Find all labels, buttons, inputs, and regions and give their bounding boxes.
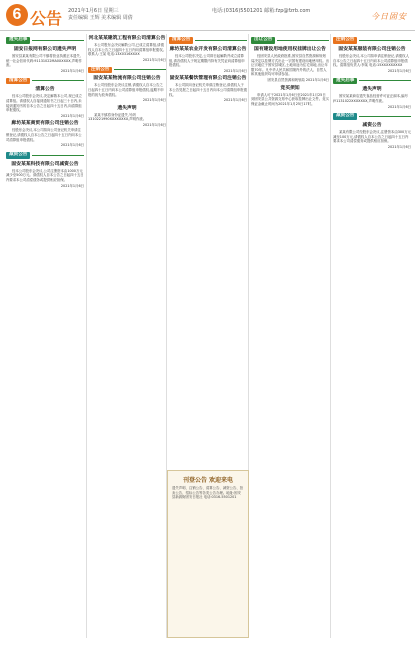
notice-body: 本公司经股东会决议注销,请债权人自本公告之日起四十五日内向本公司清算组申报债权,逾期不申报的视为放弃债权。 (88, 83, 164, 97)
category-rule (32, 155, 84, 156)
notice (6, 87, 84, 118)
notice-title: 固安某某餐饮管理有限公司注销公告 (169, 76, 247, 82)
notice (333, 47, 411, 73)
section-title: 公告 (30, 9, 63, 28)
page-number: 6 (6, 4, 28, 26)
category-header (333, 112, 411, 121)
category-header (169, 36, 247, 45)
category-rule (359, 80, 411, 81)
ad-title: 刊登公告 欢迎来电 (182, 477, 234, 484)
notice-title: 遗失声明 (362, 87, 382, 93)
notice-body: 固安县某某有限公司不慎将营业执照正本遗失,统一社会信用代码:91131022MA0XXXXX,声明作废。 (6, 54, 82, 68)
notice-body: 经股东会决议,本公司拟向公司登记机关申请注销登记,请债权人自本公告之日起四十五日内向本公司清算组申报债权。 (6, 128, 82, 142)
category-rule (32, 40, 84, 41)
notice-body: 某某有限公司经股东会决议,注册资本由300万元减至100万元,请债权人自本公告之日起四十五日内要求本公司清偿债务或提供相应担保。 (333, 130, 411, 144)
category-tag: 清算公告 (169, 37, 193, 44)
notice-title: 减资公告 (362, 123, 382, 129)
notice (169, 76, 247, 102)
issue-date: 2021年1月6日 星期三 (68, 8, 119, 14)
category-tag: 清算公告 (6, 78, 30, 85)
column-5 (333, 34, 411, 638)
notice-body: 申请人可于2021年1月6日至2021年1月25日到固安县公共资源交易中心获取挂牌出让文件。竞买保证金截止时间为2021年1月25日17时。 (251, 92, 329, 106)
notice-date: 2021年1月6日 (142, 122, 166, 127)
category-tag: 注销公告 (333, 37, 357, 44)
notice-body: 经固安县人民政府批准,固安县自然资源和规划局决定以挂牌方式出让一宗国有建设用地使用权。出让宗地位于固安县城区,土地用途为住宅用地,出让年限70年。凡中华人民共和国境内外的法人、自然人和其他组织均可申请参加。 (251, 54, 329, 77)
category-tag: 遗失启事 (6, 37, 30, 44)
category-rule (359, 40, 411, 41)
notice-title: 廊坊某某商贸有限公司注销公告 (11, 121, 79, 127)
issue-meta (68, 8, 133, 22)
notice (88, 106, 166, 128)
notice-body: 经本公司股东会决议,决定解散本公司,现已成立清算组。请债权人自接到通知书之日起三十日内,未接到通知书的自本公告之日起四十五日内,向清算组申报债权。 (6, 94, 82, 113)
notice-date: 2021年1月6日 (142, 57, 166, 62)
category-header (333, 76, 411, 85)
category-tag: 减资公告 (333, 113, 357, 120)
notice (88, 36, 166, 62)
editor-line: 责任编辑 王辉 美术编辑 周倩 (68, 15, 133, 21)
notice-title: 廊坊某某农业开发有限公司清算公告 (169, 47, 247, 52)
column-divider (330, 34, 331, 638)
notice (88, 76, 166, 102)
notice-date: 2021年1月6日 (223, 98, 247, 103)
notice-title: 竞买须知 (280, 85, 300, 91)
notice-title: 清算公告 (35, 87, 55, 93)
category-header (6, 151, 84, 160)
notice-date: 2021年1月6日 (60, 143, 84, 148)
column-1 (6, 34, 84, 638)
notice-date: 2021年1月6日 (387, 144, 411, 149)
category-tag: 注销公告 (88, 67, 112, 74)
column-4 (251, 34, 329, 638)
notice-title: 固安某某服装有限公司注销公告 (338, 47, 406, 52)
category-header (6, 76, 84, 85)
notice-date: 2021年1月6日 (60, 183, 84, 188)
ad-text: 遗失声明、注销公告、清算公告、减资公告、拍卖公告、招标公告等各类公告办理。地址:固安县新源街固安日报社 电话:0316-5501201 (172, 486, 244, 500)
notice (6, 47, 84, 73)
notice (6, 162, 84, 188)
notice-title: 遗失声明 (117, 105, 137, 111)
contact-line: 电话:(0316)5501201 邮箱:fzp@fzrb.com (212, 8, 311, 14)
category-header (6, 36, 84, 45)
column-divider (86, 34, 87, 638)
notice (251, 47, 329, 83)
column-2 (88, 34, 166, 638)
ad-block (167, 470, 249, 638)
notice-date: 2021年1月6日 (223, 68, 247, 73)
category-rule (32, 80, 84, 81)
category-rule (359, 116, 411, 117)
notice-date: 2021年1月6日 (387, 104, 411, 109)
notice-body: 某某不慎将身份证遗失,号码1310221990XXXXXXXX,声明作废。 (88, 112, 147, 122)
category-header (333, 36, 411, 45)
notice-body: 本公司拟向登记机关申请注销登记,请债权人于本公告见报之日起四十五日内向本公司清算组申报债权。 (169, 83, 247, 97)
notice (251, 86, 329, 107)
notice-title: 固安某某科技有限公司减资公告 (11, 161, 79, 167)
notice-title: 国有建设用地使用权挂牌出让公告 (254, 47, 326, 52)
notice-body: 经本公司股东决定,公司即日起解散并成立清算组,请各债权人于规定期限内持有关凭证向清算组申报债权。 (169, 54, 245, 68)
category-tag: 遗失启事 (333, 78, 357, 85)
category-rule (277, 40, 329, 41)
notice-body: 经本公司股东会决议,公司注册资本由1000万元减少至500万元。请债权人自本公告之日起四十五日内要求本公司清偿债务或提供相应担保。 (6, 168, 84, 182)
notice (333, 87, 411, 109)
category-tag: 减资公告 (6, 152, 30, 159)
column-3 (169, 34, 247, 466)
notice-title: 固安某某物流有限公司注销公告 (93, 76, 161, 82)
brand-logo: 今日固安 (371, 12, 407, 21)
notice-date: 固安县自然资源和规划局 2021年1月6日 (267, 77, 329, 82)
notice-date: 2021年1月6日 (387, 68, 411, 73)
category-header (88, 65, 166, 74)
notice (6, 121, 84, 147)
category-tag: 出让公告 (251, 37, 275, 44)
notice-date: 2021年1月6日 (60, 68, 84, 73)
notice-body: 固安某某商店遗失食品经营许可证正副本,编号JY1131022XXXXXXX,声明作废。 (333, 94, 408, 103)
category-rule (114, 69, 166, 70)
category-header (251, 36, 329, 45)
notice-body: 经股东会决议,本公司拟申请注销登记,请债权人自本公告之日起四十五日内向本公司清算组申报债权。清算组负责人:李某 电话:15XXXXXXXXX (333, 54, 409, 68)
notice-date: 2021年1月6日 (60, 113, 84, 118)
masthead (0, 0, 415, 31)
notice-date: 2021年1月6日 (142, 98, 166, 103)
notice (169, 47, 247, 73)
notice-title: 固安日报网有限公司遗失声明 (13, 47, 77, 52)
category-rule (195, 40, 247, 41)
notice-title: 河北某某建筑工程有限公司清算公告 (88, 36, 166, 41)
notice-body: 本公司股东会决议解散公司,已成立清算组,请债权人自本公告之日起四十五日内向清算组申报债权。联系人:王某 电话:13X0316XXXX (88, 43, 166, 57)
notice (333, 123, 411, 149)
